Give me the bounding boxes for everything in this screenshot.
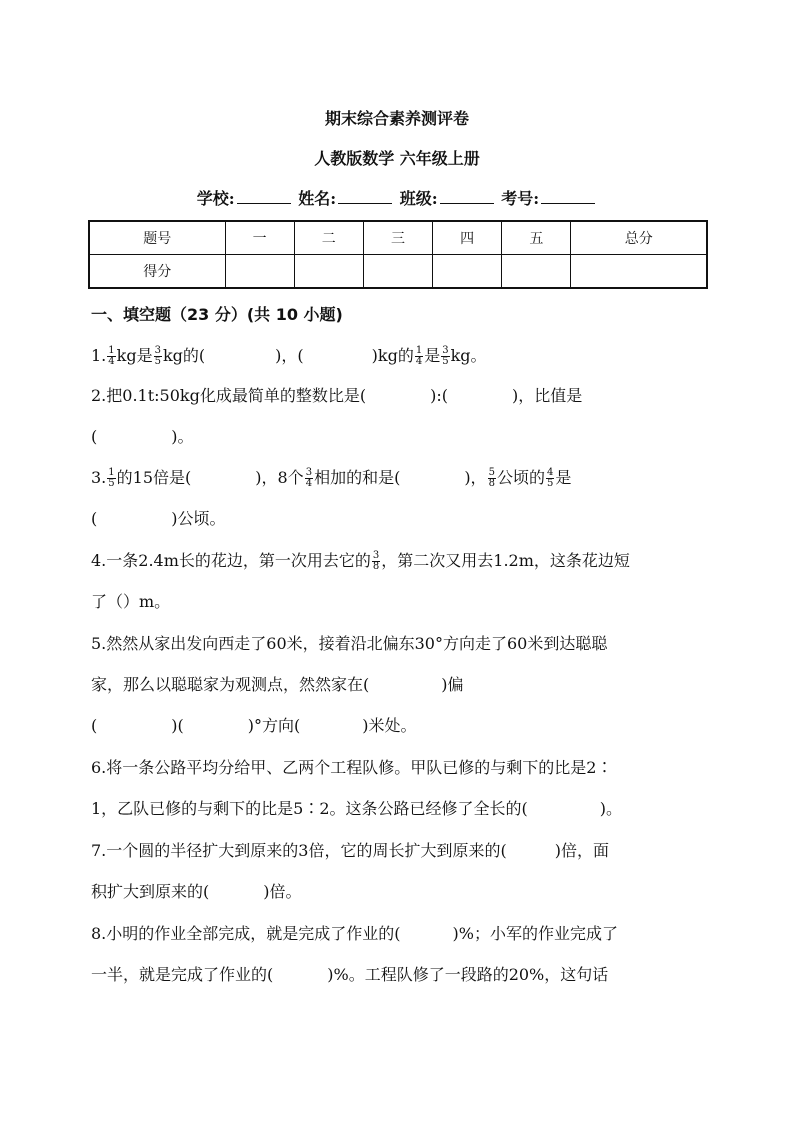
fraction [488, 468, 496, 489]
fraction [107, 468, 115, 489]
q5-text: 家，那么以聪聪家为观测点，然然家在( [91, 675, 370, 694]
score-cell[interactable] [294, 255, 363, 289]
fraction-numerator: 5 [488, 467, 495, 478]
q1-text: 是 [424, 346, 441, 365]
q1-text: )kg的 [371, 346, 414, 365]
score-cell[interactable] [433, 255, 502, 289]
score-cell[interactable] [571, 255, 707, 289]
fraction-numerator: 1 [108, 467, 115, 478]
fraction-denominator: 4 [305, 478, 313, 489]
score-row-label: 得分 [89, 255, 225, 289]
fraction-denominator: 4 [415, 356, 423, 367]
fraction [107, 346, 115, 367]
fraction-numerator: 1 [415, 345, 423, 356]
number-label: 考号: [501, 189, 540, 208]
q2-text: ( [91, 427, 98, 446]
q1-text: 1. [91, 346, 107, 365]
fraction-denominator: 4 [108, 356, 115, 367]
q5-text: )偏 [441, 675, 464, 694]
q3-text: 3. [91, 468, 107, 487]
fraction [441, 346, 449, 367]
q4-text: 4.一条2.4m长的花边，第一次用去它的 [91, 551, 371, 570]
student-info-line [0, 186, 794, 209]
fraction-numerator: 3 [442, 345, 449, 356]
q3-text: 相加的和是( [314, 468, 401, 487]
question-4-line-1 [91, 549, 711, 573]
fraction-denominator: 8 [372, 561, 380, 572]
q2-text: )。 [171, 427, 194, 446]
q7-text: 积扩大到原来的( [91, 882, 210, 901]
score-header-cell: 总分 [571, 221, 707, 255]
fraction-numerator: 3 [305, 467, 313, 478]
name-label: 姓名: [298, 189, 337, 208]
q5-text: ( [91, 716, 98, 735]
score-cell[interactable] [363, 255, 432, 289]
question-5-line-3 [91, 714, 711, 738]
q2-text: 2.把0.1t:50kg化成最简单的整数比是( [91, 386, 367, 405]
fraction-denominator: 8 [488, 478, 495, 489]
school-label: 学校: [196, 189, 235, 208]
q7-text: 7.一个圆的半径扩大到原来的3倍，它的周长扩大到原来的( [91, 841, 507, 860]
q3-text: )， [464, 468, 487, 487]
q5-text: 5.然然从家出发向西走了60米，接着沿北偏东30°方向走了60米到达聪聪 [91, 634, 608, 653]
q8-text: 8.小明的作业全部完成，就是完成了作业的( [91, 924, 401, 943]
question-8-line-2 [91, 963, 711, 987]
q8-text: )%。工程队修了一段路的20%，这句话 [327, 965, 609, 984]
fraction-denominator: 5 [442, 356, 449, 367]
q5-text: )米处。 [362, 716, 417, 735]
question-5-line-1 [91, 632, 711, 656]
score-header-cell: 二 [294, 221, 363, 255]
fraction-numerator: 3 [154, 345, 161, 356]
question-6-line-2 [91, 797, 711, 821]
q5-text: )( [171, 716, 184, 735]
question-3-line-1 [91, 466, 711, 490]
fraction [305, 468, 313, 489]
question-2-line-2 [91, 425, 711, 449]
q3-text: )公顷。 [171, 509, 226, 528]
q5-text: )°方向( [247, 716, 301, 735]
q7-text: )倍，面 [554, 841, 609, 860]
question-5-line-2 [91, 673, 711, 697]
score-header-cell: 题号 [89, 221, 225, 255]
fraction-numerator: 4 [546, 467, 554, 478]
q1-text: kg。 [450, 346, 487, 365]
score-header-cell: 一 [225, 221, 294, 255]
score-header-cell: 五 [502, 221, 571, 255]
fraction [415, 346, 423, 367]
exam-subtitle: 人教版数学 六年级上册 [314, 149, 480, 168]
q3-text: 的15倍是( [116, 468, 192, 487]
score-cell[interactable] [225, 255, 294, 289]
number-blank[interactable] [541, 189, 595, 204]
q6-text: 1，乙队已修的与剩下的比是5∶2。这条公路已经修了全长的( [91, 799, 528, 818]
q8-text: 一半，就是完成了作业的( [91, 965, 274, 984]
question-7-line-2 [91, 880, 711, 904]
q6-text: 6.将一条公路平均分给甲、乙两个工程队修。甲队已修的与剩下的比是2∶ [91, 758, 613, 777]
class-label: 班级: [399, 189, 438, 208]
fraction-denominator: 5 [108, 478, 115, 489]
q2-text: ):( [430, 386, 448, 405]
score-table-header-row [89, 221, 707, 255]
exam-title: 期末综合素养测评卷 [324, 109, 469, 128]
section-heading: 一、填空题（23 分）(共 10 小题) [91, 305, 343, 324]
fraction-denominator: 5 [154, 356, 161, 367]
q2-text: )，比值是 [511, 386, 583, 405]
q3-text: ( [91, 509, 98, 528]
score-header-cell: 三 [363, 221, 432, 255]
score-cell[interactable] [502, 255, 571, 289]
fraction-numerator: 3 [372, 550, 380, 561]
q3-text: 是 [555, 468, 572, 487]
fraction [154, 346, 162, 367]
q3-text: )，8个 [255, 468, 304, 487]
q1-text: kg是 [116, 346, 153, 365]
q1-text: )，( [275, 346, 304, 365]
question-2-line-1 [91, 384, 711, 408]
fraction-denominator: 5 [546, 478, 554, 489]
fraction-numerator: 1 [108, 345, 115, 356]
fraction [372, 551, 380, 572]
fraction [546, 468, 554, 489]
question-1 [91, 344, 711, 368]
score-table-score-row [89, 255, 707, 289]
q1-text: kg的( [162, 346, 206, 365]
score-table [88, 220, 708, 289]
q8-text: )%；小军的作业完成了 [452, 924, 618, 943]
score-header-cell: 四 [433, 221, 502, 255]
school-blank[interactable] [237, 189, 291, 204]
question-8-line-1 [91, 922, 711, 946]
question-6-line-1 [91, 756, 711, 780]
q3-text: 公顷的 [496, 468, 545, 487]
q4-text: 了（）m。 [91, 592, 171, 611]
q7-text: )倍。 [263, 882, 302, 901]
question-3-line-2 [91, 507, 711, 531]
question-7-line-1 [91, 839, 711, 863]
class-blank[interactable] [440, 189, 494, 204]
question-4-line-2 [91, 590, 711, 614]
q6-text: )。 [599, 799, 623, 818]
q4-text: ，第二次又用去1.2m，这条花边短 [381, 551, 630, 570]
name-blank[interactable] [338, 189, 392, 204]
